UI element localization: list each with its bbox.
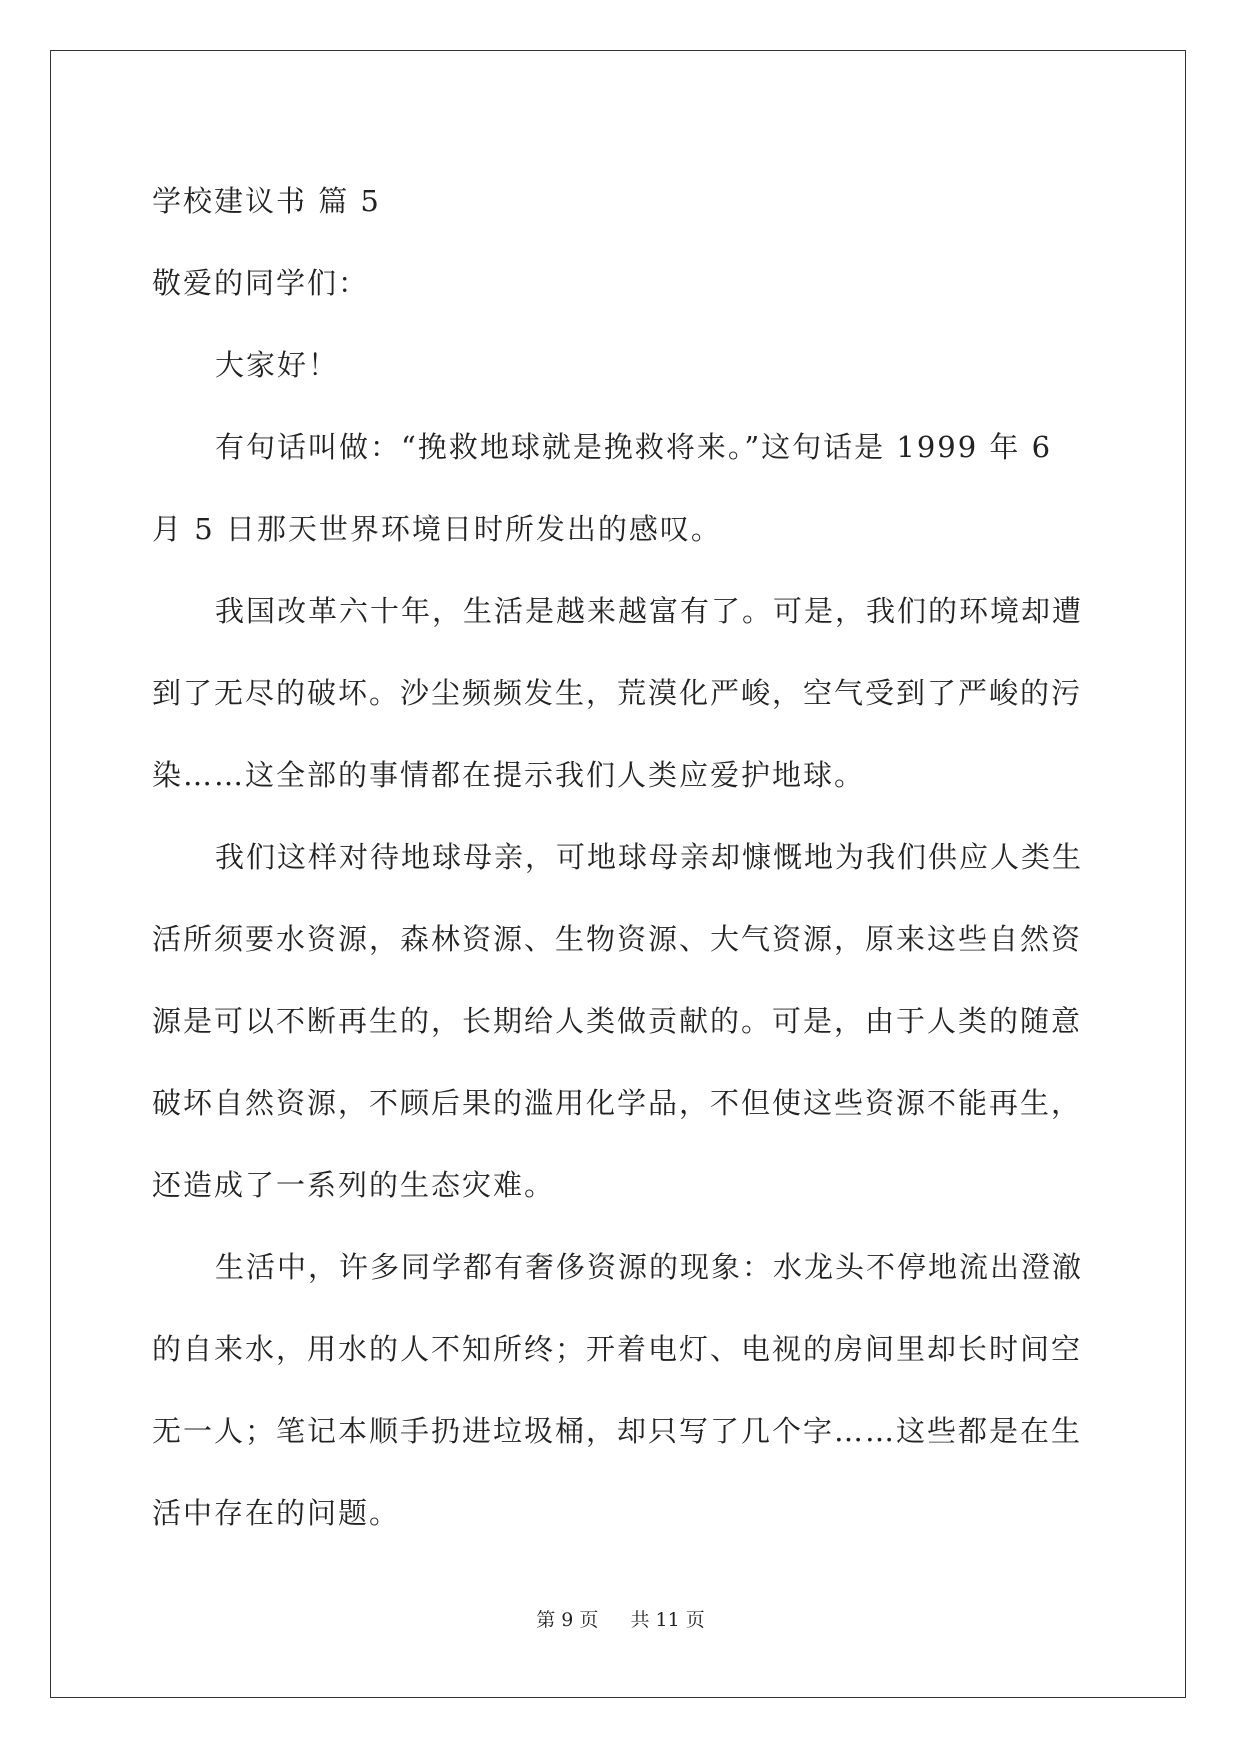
- page-number-total: 共 11 页: [630, 1609, 705, 1631]
- greeting: 大家好！: [215, 348, 340, 382]
- page-footer: [0, 1605, 1241, 1632]
- page-number-current: 第 9 页: [536, 1609, 599, 1631]
- paragraph-line: 破坏自然资源，不顾后果的滥用化学品，不但使这些资源不能再生，: [152, 1086, 1083, 1120]
- paragraph-line: 我们这样对待地球母亲，可地球母亲却慷慨地为我们供应人类生: [215, 840, 1084, 874]
- document-title: 学校建议书 篇 5: [152, 184, 381, 218]
- paragraph-line: 源是可以不断再生的，长期给人类做贡献的。可是，由于人类的随意: [152, 1004, 1083, 1038]
- paragraph-line: 到了无尽的破坏。沙尘频频发生，荒漠化严峻，空气受到了严峻的污: [152, 676, 1083, 710]
- salutation: 敬爱的同学们：: [152, 266, 370, 300]
- paragraph-line: 染……这全部的事情都在提示我们人类应爱护地球。: [152, 758, 866, 792]
- paragraph-line: 活所须要水资源，森林资源、生物资源、大气资源，原来这些自然资: [152, 922, 1083, 956]
- paragraph-line: 活中存在的问题。: [152, 1496, 401, 1530]
- paragraph-line: 有句话叫做：“挽救地球就是挽救将来。”这句话是 1999 年 6: [215, 430, 1053, 464]
- paragraph-line: 还造成了一系列的生态灾难。: [152, 1168, 556, 1202]
- paragraph-line: 月 5 日那天世界环境日时所发出的感叹。: [152, 512, 722, 546]
- paragraph-line: 无一人；笔记本顺手扔进垃圾桶，却只写了几个字……这些都是在生: [152, 1414, 1083, 1448]
- paragraph-line: 生活中，许多同学都有奢侈资源的现象：水龙头不停地流出澄澈: [215, 1250, 1084, 1284]
- paragraph-line: 我国改革六十年，生活是越来越富有了。可是，我们的环境却遭: [215, 594, 1084, 628]
- paragraph-line: 的自来水，用水的人不知所终；开着电灯、电视的房间里却长时间空: [152, 1332, 1083, 1366]
- document-body: [152, 160, 1087, 1554]
